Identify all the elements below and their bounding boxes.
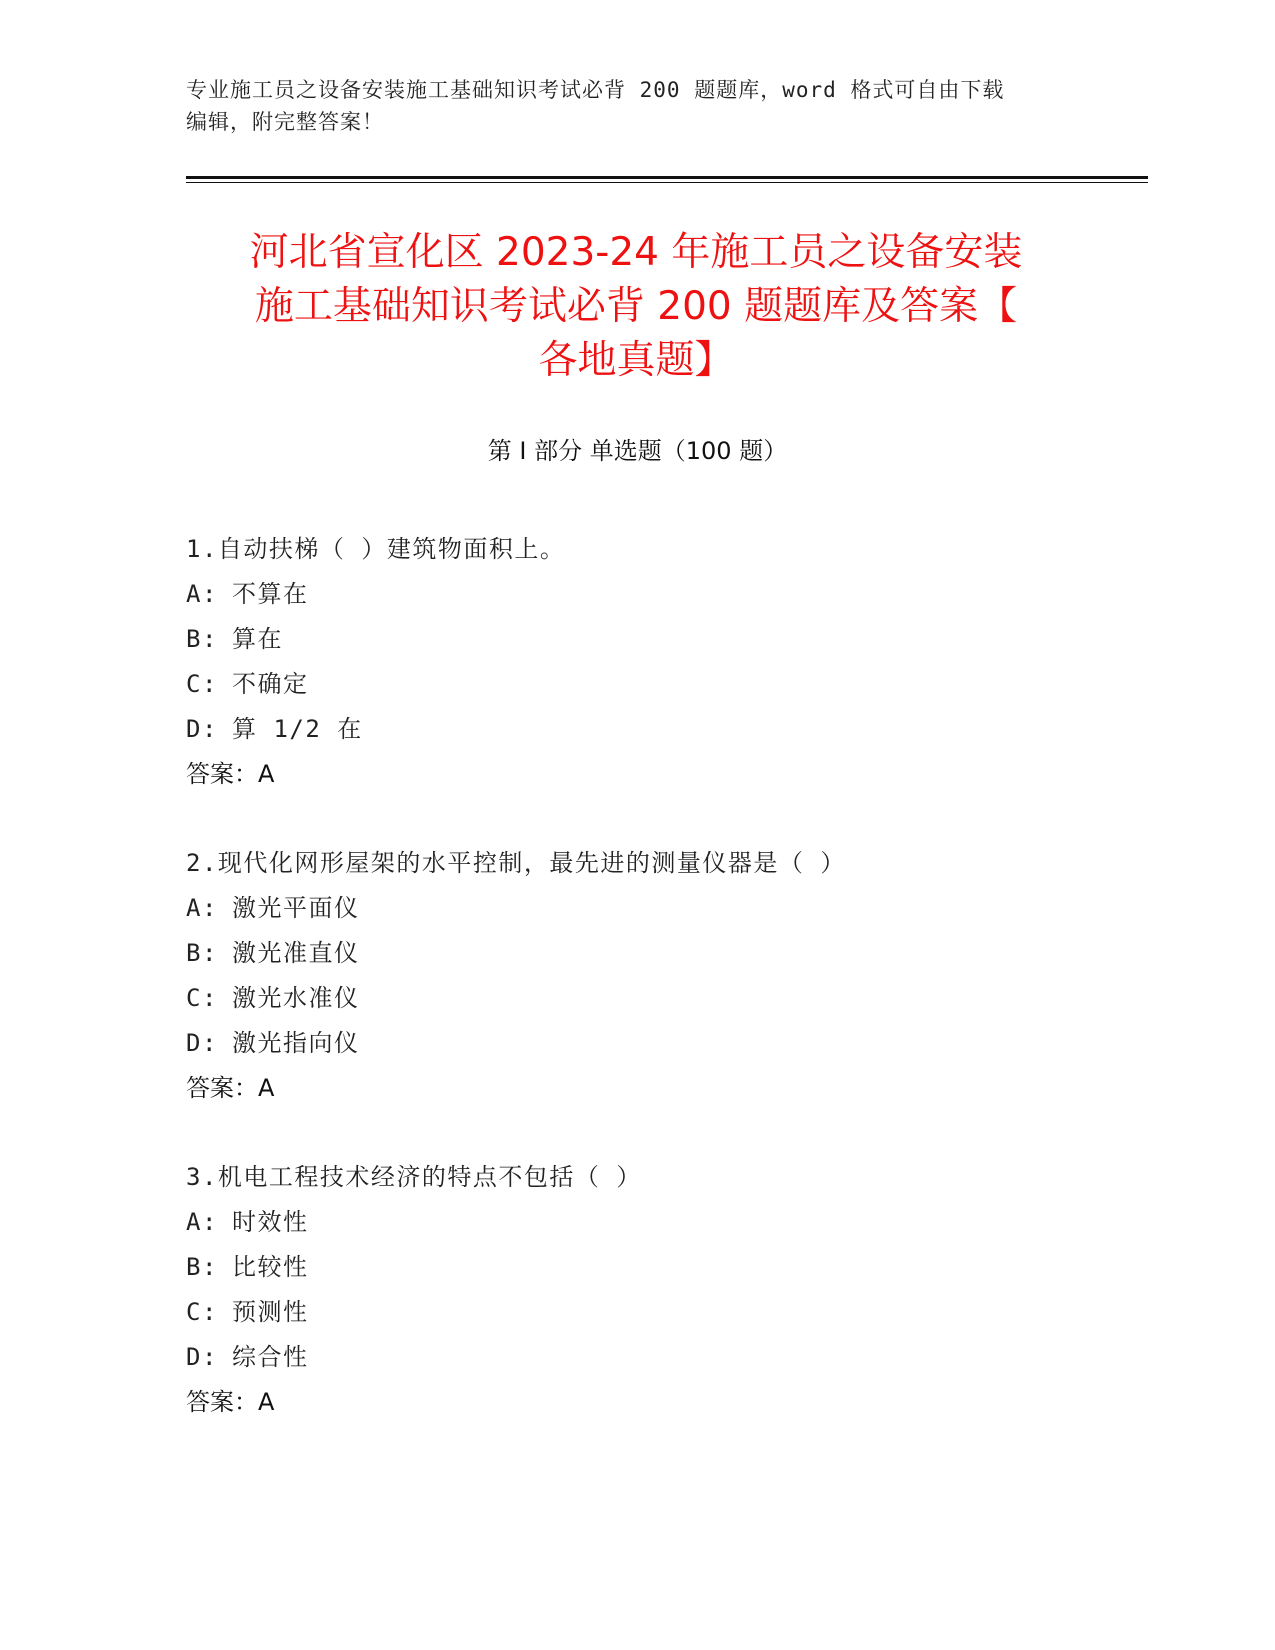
option-letter: C:	[186, 1298, 218, 1326]
option-text: 激光平面仪	[232, 894, 360, 922]
option-d	[186, 1021, 1146, 1066]
question-1	[186, 527, 1146, 797]
option-b	[186, 617, 1146, 662]
option-letter: A:	[186, 894, 218, 922]
question-stem: 3.机电工程技术经济的特点不包括（ ）	[186, 1163, 642, 1191]
document-title-line-1: 河北省宣化区 2023-24 年施工员之设备安装	[249, 230, 1023, 275]
document-title	[186, 226, 1086, 388]
question-stem: 1.自动扶梯（ ）建筑物面积上。	[186, 535, 566, 563]
option-d	[186, 707, 1146, 752]
option-letter: A:	[186, 580, 218, 608]
answer-line: 答案：A	[186, 1388, 275, 1416]
answer-line: 答案：A	[186, 1074, 275, 1102]
document-title-line-2: 施工基础知识考试必背 200 题题库及答案【	[254, 284, 1018, 329]
option-a	[186, 886, 1146, 931]
option-a	[186, 1200, 1146, 1245]
option-letter: D:	[186, 1029, 218, 1057]
question-stem: 2.现代化网形屋架的水平控制，最先进的测量仪器是（ ）	[186, 849, 846, 877]
option-text: 预测性	[232, 1298, 309, 1326]
option-c	[186, 662, 1146, 707]
option-text: 时效性	[232, 1208, 309, 1236]
document-title-line-3: 各地真题】	[538, 338, 734, 383]
option-letter: A:	[186, 1208, 218, 1236]
option-text: 激光指向仪	[232, 1029, 360, 1057]
answer-line: 答案：A	[186, 760, 275, 788]
header-divider-thin	[186, 182, 1148, 183]
option-text: 比较性	[232, 1253, 309, 1281]
option-c	[186, 976, 1146, 1021]
option-letter: C:	[186, 984, 218, 1012]
option-letter: B:	[186, 625, 218, 653]
option-text: 综合性	[232, 1343, 309, 1371]
option-b	[186, 931, 1146, 976]
option-text: 不确定	[232, 670, 309, 698]
option-text: 激光准直仪	[232, 939, 360, 967]
option-text: 激光水准仪	[232, 984, 360, 1012]
section-heading: 第 I 部分 单选题（100 题）	[487, 437, 788, 465]
option-text: 算在	[232, 625, 283, 653]
question-2	[186, 841, 1146, 1111]
option-text: 算 1/2 在	[232, 715, 363, 743]
option-a	[186, 572, 1146, 617]
option-c	[186, 1290, 1146, 1335]
option-text: 不算在	[232, 580, 309, 608]
header-divider-thick	[186, 176, 1148, 179]
header-note	[186, 74, 1066, 138]
question-3	[186, 1155, 1146, 1425]
option-letter: B:	[186, 939, 218, 967]
question-list	[186, 527, 1146, 1469]
option-letter: D:	[186, 1343, 218, 1371]
option-d	[186, 1335, 1146, 1380]
option-letter: C:	[186, 670, 218, 698]
option-b	[186, 1245, 1146, 1290]
header-note-line-2: 编辑，附完整答案！	[186, 110, 384, 134]
option-letter: B:	[186, 1253, 218, 1281]
header-note-line-1: 专业施工员之设备安装施工基础知识考试必背 200 题题库，word 格式可自由下载	[186, 78, 1005, 102]
option-letter: D:	[186, 715, 218, 743]
